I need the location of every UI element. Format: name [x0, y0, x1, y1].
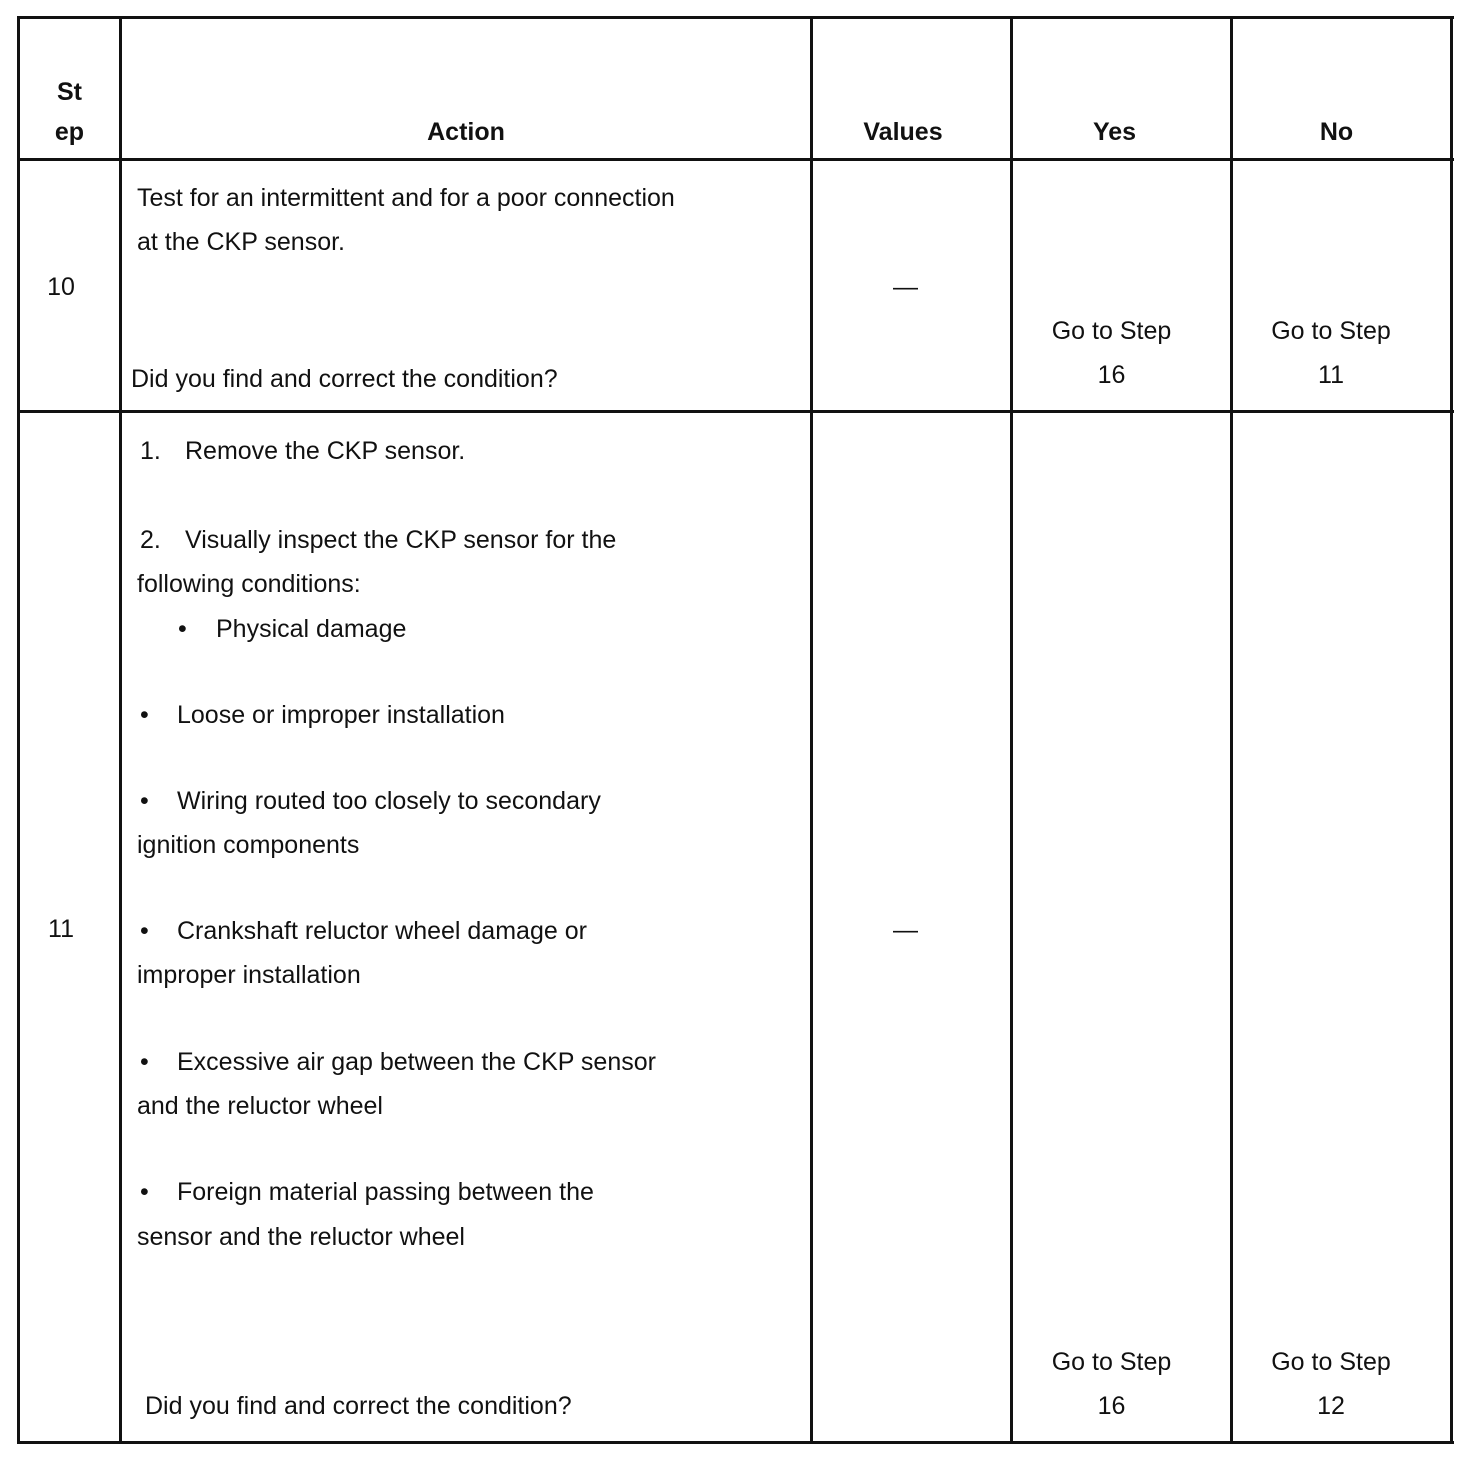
yes-cell-line-2: 16 — [1097, 361, 1126, 389]
header-divider — [17, 158, 1454, 161]
header-step-line-2: ep — [54, 118, 85, 146]
bullet-icon: • — [140, 1048, 149, 1076]
bullet-icon: • — [140, 1178, 149, 1206]
step-number: 10 — [47, 273, 75, 301]
step-number: 11 — [48, 915, 74, 943]
bullet-icon: • — [178, 615, 187, 643]
column-divider-step — [119, 16, 122, 1444]
row-divider — [17, 410, 1454, 413]
list-item: Wiring routed too closely to secondary — [177, 787, 601, 815]
yes-cell-line-1: Go to Step — [1051, 1348, 1172, 1376]
list-marker: 1. — [140, 437, 161, 465]
table-border-bottom — [17, 1441, 1454, 1444]
list-marker: 2. — [140, 526, 161, 554]
header-step-line-1: St — [57, 78, 82, 106]
list-item-continuation: and the reluctor wheel — [137, 1092, 383, 1120]
list-item: Visually inspect the CKP sensor for the — [185, 526, 617, 554]
list-item: Loose or improper installation — [177, 701, 505, 729]
header-no: No — [1319, 118, 1354, 146]
yes-cell-line-1: Go to Step — [1051, 317, 1172, 345]
list-item: Remove the CKP sensor. — [185, 437, 466, 465]
list-item: Excessive air gap between the CKP sensor — [177, 1048, 656, 1076]
list-item-continuation: sensor and the reluctor wheel — [137, 1223, 465, 1251]
bullet-icon: • — [140, 701, 149, 729]
action-question: Did you find and correct the condition? — [131, 365, 558, 393]
no-cell-line-2: 11 — [1318, 361, 1344, 389]
table-border-top — [17, 16, 1454, 19]
no-cell-line-1: Go to Step — [1271, 1348, 1391, 1376]
action-text: Test for an intermittent and for a poor connection — [137, 184, 675, 212]
action-question: Did you find and correct the condition? — [145, 1392, 572, 1420]
bullet-icon: • — [140, 917, 149, 945]
no-cell-line-2: 12 — [1317, 1392, 1345, 1420]
header-action: Action — [427, 118, 505, 146]
list-item: Foreign material passing between the — [177, 1178, 594, 1206]
values-cell: — — [893, 916, 918, 944]
action-text: at the CKP sensor. — [137, 228, 345, 256]
values-cell: — — [893, 273, 918, 301]
header-values: Values — [863, 118, 943, 146]
table-border-right — [1450, 16, 1453, 1444]
no-cell-line-1: Go to Step — [1271, 317, 1391, 345]
table-border-left — [17, 16, 20, 1444]
column-divider-action — [810, 16, 813, 1444]
bullet-icon: • — [140, 787, 149, 815]
list-item-continuation: following conditions: — [137, 570, 361, 598]
list-item-continuation: improper installation — [137, 961, 361, 989]
column-divider-yes — [1230, 16, 1233, 1444]
yes-cell-line-2: 16 — [1097, 1392, 1126, 1420]
list-item: Crankshaft reluctor wheel damage or — [177, 917, 587, 945]
list-item: Physical damage — [216, 615, 407, 643]
column-divider-values — [1010, 16, 1013, 1444]
header-yes: Yes — [1092, 118, 1137, 146]
list-item-continuation: ignition components — [137, 831, 360, 859]
